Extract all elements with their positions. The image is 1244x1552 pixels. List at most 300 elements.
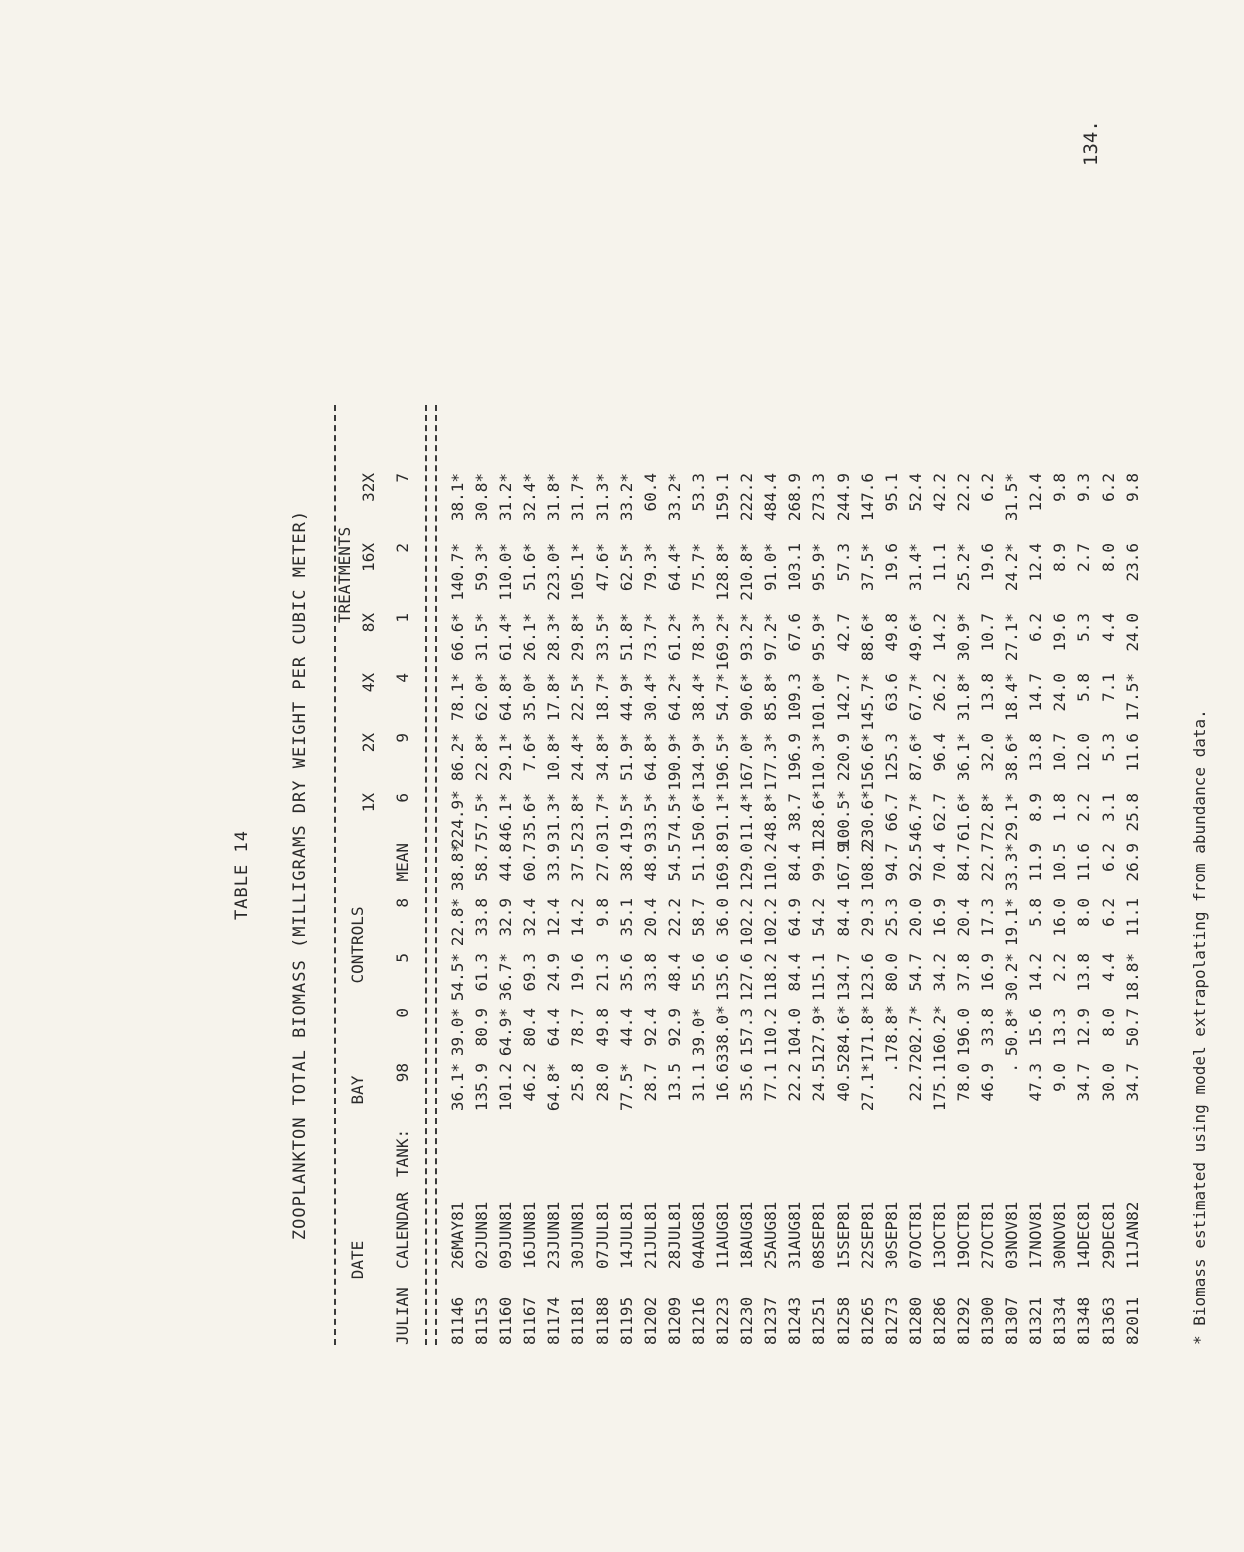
cell-tank-9: 64.8* <box>640 733 660 782</box>
table-subtitle: ZOOPLANKTON TOTAL BIOMASS (MILLIGRAMS DRY WEIGHT PER CUBIC METER) <box>290 509 310 1241</box>
cell-tank-98: 22.7 <box>905 1063 925 1102</box>
cell-julian: 81243 <box>785 1296 805 1345</box>
cell-tank-6: 38.7 <box>785 793 805 832</box>
cell-tank-1: 49.6* <box>905 613 925 662</box>
cell-julian: 81181 <box>568 1296 588 1345</box>
cell-tank-7: 31.8* <box>544 473 564 522</box>
cell-julian: 81230 <box>737 1296 757 1345</box>
cell-mean: 84.4 <box>785 843 805 882</box>
level-8x: 8X <box>359 613 378 633</box>
cell-tank-0: 39.0* <box>448 1008 467 1057</box>
cell-tank-7: 9.8 <box>1122 473 1142 502</box>
cell-tank-5: 18.8* <box>1122 953 1142 1002</box>
cell-tank-9: 10.8* <box>544 733 564 782</box>
cell-tank-7: 31.3* <box>592 473 612 522</box>
cell-tank-5: 123.6 <box>857 953 877 1002</box>
cell-tank-7: 33.2* <box>664 473 684 522</box>
cell-tank-8: 32.9 <box>496 898 516 937</box>
cell-calendar: 25AUG81 <box>761 1201 781 1269</box>
cell-tank-5: 21.3 <box>592 953 612 992</box>
cell-tank-9: 7.6* <box>520 733 540 772</box>
cell-tank-2: 59.3* <box>472 543 492 592</box>
cell-tank-98: 28.0 <box>592 1063 612 1102</box>
cell-tank-98: 25.8 <box>568 1063 588 1102</box>
cell-tank-1: 66.6* <box>448 613 467 662</box>
cell-tank-5: 4.4 <box>1098 953 1118 982</box>
cell-tank-2: 64.4* <box>664 543 684 592</box>
cell-mean: 27.0 <box>592 843 612 882</box>
cell-mean: 129.0 <box>737 843 757 892</box>
cell-mean: 169.8 <box>713 843 733 892</box>
cell-tank-8: 14.2 <box>568 898 588 937</box>
cell-tank-8: 9.8 <box>592 898 612 927</box>
cell-tank-1: 28.3* <box>544 613 564 662</box>
cell-tank-2: 140.7* <box>448 543 467 601</box>
cell-mean: 38.4 <box>616 843 636 882</box>
cell-tank-4: 85.8* <box>761 673 781 722</box>
cell-tank-6: 35.6* <box>520 793 540 842</box>
cell-tank-0: 92.9 <box>664 1008 684 1047</box>
cell-tank-98: 36.1* <box>448 1063 467 1112</box>
cell-mean: 54.5 <box>664 843 684 882</box>
cell-tank-98: . <box>881 1063 901 1073</box>
table-row <box>1026 405 1050 1345</box>
cell-tank-4: 145.7* <box>857 673 877 731</box>
cell-tank-4: 24.0 <box>1050 673 1070 712</box>
cell-tank-8: 17.3 <box>978 898 998 937</box>
group-header-treatments: TREATMENTS <box>335 526 354 624</box>
cell-calendar: 27OCT81 <box>978 1201 998 1269</box>
col-tank-8: 8 <box>393 898 412 908</box>
cell-tank-2: 8.0 <box>1098 543 1118 572</box>
cell-calendar: 31AUG81 <box>785 1201 805 1269</box>
cell-mean: 48.9 <box>640 843 660 882</box>
cell-tank-7: 22.2 <box>953 473 973 512</box>
cell-tank-8: 11.1 <box>1122 898 1142 937</box>
header-rule-2 <box>435 405 437 1345</box>
cell-tank-5: 134.7 <box>833 953 853 1002</box>
col-tank-4: 4 <box>393 673 412 683</box>
cell-tank-9: 24.4* <box>568 733 588 782</box>
cell-tank-4: 14.7 <box>1026 673 1046 712</box>
cell-tank-7: 53.3 <box>688 473 708 512</box>
cell-tank-4: 62.0* <box>472 673 492 722</box>
cell-tank-5: 19.6 <box>568 953 588 992</box>
cell-tank-2: 62.5* <box>616 543 636 592</box>
cell-tank-1: 26.1* <box>520 613 540 662</box>
cell-tank-9: 22.8* <box>472 733 492 782</box>
table-row <box>1099 405 1123 1345</box>
cell-tank-0: 8.0 <box>1098 1008 1118 1037</box>
group-header-controls: CONTROLS <box>348 906 367 984</box>
cell-tank-9: 38.6* <box>1002 733 1022 782</box>
cell-calendar: 30SEP81 <box>881 1201 901 1269</box>
cell-tank-8: 64.9 <box>785 898 805 937</box>
cell-tank-98: 101.2 <box>496 1063 516 1112</box>
cell-julian: 81223 <box>713 1296 733 1345</box>
col-tank-7: 7 <box>393 473 412 483</box>
cell-tank-4: 54.7* <box>713 673 733 722</box>
cell-tank-4: 18.4* <box>1002 673 1022 722</box>
cell-tank-4: 67.7* <box>905 673 925 722</box>
cell-tank-9: 125.3 <box>881 733 901 782</box>
cell-tank-7: 273.3 <box>809 473 829 522</box>
cell-mean: 33.3* <box>1002 843 1022 892</box>
cell-julian: 81348 <box>1074 1296 1094 1345</box>
cell-tank-2: 51.6* <box>520 543 540 592</box>
cell-mean: 51.1 <box>688 843 708 882</box>
cell-calendar: 19OCT81 <box>953 1201 973 1269</box>
cell-mean: 11.6 <box>1074 843 1094 882</box>
cell-tank-0: 44.4 <box>616 1008 636 1047</box>
group-header-date: DATE <box>348 1240 367 1280</box>
cell-calendar: 04AUG81 <box>688 1201 708 1269</box>
cell-tank-98: 28.7 <box>640 1063 660 1102</box>
cell-tank-2: 19.6 <box>881 543 901 582</box>
cell-tank-7: 38.1* <box>448 473 467 522</box>
cell-tank-8: 22.2 <box>664 898 684 937</box>
cell-tank-4: 7.1 <box>1098 673 1118 702</box>
cell-mean: 84.7 <box>953 843 973 882</box>
level-1x: 1X <box>359 793 378 813</box>
cell-tank-0: 338.0* <box>713 1005 733 1063</box>
cell-tank-4: 38.4* <box>688 673 708 722</box>
col-tank-label: TANK: <box>393 1128 412 1177</box>
cell-julian: 81307 <box>1002 1296 1022 1345</box>
cell-tank-2: 23.6 <box>1122 543 1142 582</box>
cell-tank-8: 22.8* <box>448 898 467 947</box>
cell-tank-8: 54.2 <box>809 898 829 937</box>
cell-tank-6: 46.7* <box>905 793 925 842</box>
cell-tank-6: 1.8 <box>1050 793 1070 822</box>
cell-tank-2: 95.9* <box>809 543 829 592</box>
cell-tank-6: 91.1* <box>713 793 733 842</box>
cell-tank-5: 16.9 <box>978 953 998 992</box>
cell-tank-98: 77.5* <box>616 1063 636 1112</box>
cell-mean: 22.7 <box>978 843 998 882</box>
cell-julian: 81251 <box>809 1296 829 1345</box>
cell-tank-0: 13.3 <box>1050 1008 1070 1047</box>
cell-tank-6: 29.1* <box>1002 793 1022 842</box>
cell-tank-6: 33.5* <box>640 793 660 842</box>
cell-tank-7: 9.8 <box>1050 473 1070 502</box>
cell-tank-4: 17.8* <box>544 673 564 722</box>
cell-tank-4: 44.9* <box>616 673 636 722</box>
cell-tank-98: 34.7 <box>1122 1063 1142 1102</box>
cell-tank-98: 34.7 <box>1074 1063 1094 1102</box>
cell-tank-5: 84.4 <box>785 953 805 992</box>
cell-tank-98: 31.1 <box>688 1063 708 1102</box>
cell-tank-1: 10.7 <box>978 613 998 652</box>
cell-tank-6: 3.1 <box>1098 793 1118 822</box>
cell-mean: 44.8 <box>496 843 516 882</box>
cell-tank-8: 25.3 <box>881 898 901 937</box>
cell-tank-8: 36.0 <box>713 898 733 937</box>
cell-tank-7: 95.1 <box>881 473 901 512</box>
cell-tank-7: 33.2* <box>616 473 636 522</box>
cell-calendar: 14JUL81 <box>616 1201 636 1269</box>
cell-tank-1: 61.4* <box>496 613 516 662</box>
table-row <box>544 405 568 1345</box>
cell-tank-4: 90.6* <box>737 673 757 722</box>
cell-tank-98: 40.5 <box>833 1063 853 1102</box>
cell-tank-2: 105.1* <box>568 543 588 601</box>
cell-tank-9: 86.2* <box>448 733 467 782</box>
cell-tank-2: 75.7* <box>688 543 708 592</box>
cell-tank-5: 14.2 <box>1026 953 1046 992</box>
cell-tank-4: 64.8* <box>496 673 516 722</box>
cell-tank-5: 54.7 <box>905 953 925 992</box>
cell-tank-2: 11.1 <box>929 543 949 582</box>
cell-tank-98: 35.6 <box>737 1063 757 1102</box>
cell-calendar: 23JUN81 <box>544 1201 564 1269</box>
cell-tank-0: 127.9* <box>809 1005 829 1063</box>
cell-julian: 81265 <box>857 1296 877 1345</box>
cell-tank-7: 31.5* <box>1002 473 1022 522</box>
cell-tank-8: 102.2 <box>761 898 781 947</box>
cell-tank-7: 30.8* <box>472 473 492 522</box>
table-row <box>858 405 882 1345</box>
cell-tank-6: 74.5* <box>664 793 684 842</box>
cell-tank-9: 177.3* <box>761 733 781 791</box>
col-mean: MEAN <box>393 843 412 882</box>
cell-tank-4: 101.0* <box>809 673 829 731</box>
cell-tank-0: 160.2* <box>929 1005 949 1063</box>
cell-calendar: 09JUN81 <box>496 1201 516 1269</box>
cell-mean: 37.5 <box>568 843 588 882</box>
cell-tank-98: 175.1 <box>929 1063 949 1112</box>
title-block <box>232 405 342 1345</box>
table-body <box>448 405 1147 1345</box>
cell-tank-7: 6.2 <box>1098 473 1118 502</box>
cell-julian: 81258 <box>833 1296 853 1345</box>
table-row <box>809 405 833 1345</box>
table-row <box>496 405 520 1345</box>
level-16x: 16X <box>359 543 378 572</box>
cell-tank-9: 190.9* <box>664 733 684 791</box>
cell-tank-6: 224.9* <box>448 790 467 848</box>
cell-tank-7: 159.1 <box>713 473 733 522</box>
cell-tank-7: 484.4 <box>761 473 781 522</box>
cell-tank-5: 118.2 <box>761 953 781 1002</box>
cell-tank-98: 77.1 <box>761 1063 781 1102</box>
cell-tank-1: 61.2* <box>664 613 684 662</box>
cell-tank-0: 50.8* <box>1002 1008 1022 1057</box>
cell-calendar: 18AUG81 <box>737 1201 757 1269</box>
cell-tank-2: 25.2* <box>953 543 973 592</box>
level-4x: 4X <box>359 673 378 693</box>
cell-tank-5: 55.6 <box>688 953 708 992</box>
table-row <box>593 405 617 1345</box>
cell-tank-1: 24.0 <box>1122 613 1142 652</box>
cell-mean: 33.9 <box>544 843 564 882</box>
cell-tank-8: 16.9 <box>929 898 949 937</box>
cell-tank-4: 18.7* <box>592 673 612 722</box>
cell-julian: 81209 <box>664 1296 684 1345</box>
cell-tank-4: 13.8 <box>978 673 998 712</box>
cell-tank-0: 39.0* <box>688 1008 708 1057</box>
cell-tank-6: 2.2 <box>1074 793 1094 822</box>
cell-tank-5: 127.6 <box>737 953 757 1002</box>
cell-tank-98: 46.2 <box>520 1063 540 1102</box>
cell-tank-2: 12.4 <box>1026 543 1046 582</box>
cell-tank-1: 67.6 <box>785 613 805 652</box>
cell-tank-0: 171.8* <box>857 1005 877 1063</box>
table-row <box>1074 405 1098 1345</box>
cell-tank-0: 284.6* <box>833 1005 853 1063</box>
cell-calendar: 11AUG81 <box>713 1201 733 1269</box>
cell-tank-1: 97.2* <box>761 613 781 662</box>
cell-tank-1: 88.6* <box>857 613 877 662</box>
cell-mean: 92.5 <box>905 843 925 882</box>
table-row <box>1050 405 1074 1345</box>
cell-tank-6: 62.7 <box>929 793 949 832</box>
table-row <box>1002 405 1026 1345</box>
col-calendar: CALENDAR <box>393 1191 412 1269</box>
cell-tank-9: 36.1* <box>953 733 973 782</box>
cell-tank-9: 32.0 <box>978 733 998 772</box>
cell-tank-98: 24.5 <box>809 1063 829 1102</box>
cell-julian: 81188 <box>592 1296 612 1345</box>
cell-tank-8: 33.8 <box>472 898 492 937</box>
cell-tank-5: 34.2 <box>929 953 949 992</box>
cell-tank-7: 32.4* <box>520 473 540 522</box>
cell-julian: 81273 <box>881 1296 901 1345</box>
table-row <box>978 405 1002 1345</box>
cell-tank-8: 12.4 <box>544 898 564 937</box>
table-row <box>641 405 665 1345</box>
cell-tank-9: 34.8* <box>592 733 612 782</box>
cell-mean: 70.4 <box>929 843 949 882</box>
cell-tank-1: 31.5* <box>472 613 492 662</box>
cell-mean: 58.7 <box>472 843 492 882</box>
cell-tank-98: . <box>1002 1063 1022 1073</box>
cell-calendar: 15SEP81 <box>833 1201 853 1269</box>
cell-julian: 81280 <box>905 1296 925 1345</box>
cell-tank-8: 8.0 <box>1074 898 1094 927</box>
cell-julian: 81321 <box>1026 1296 1046 1345</box>
cell-tank-1: 4.4 <box>1098 613 1118 642</box>
cell-tank-5: 48.4 <box>664 953 684 992</box>
cell-mean: 167.9 <box>833 843 853 892</box>
cell-tank-6: 128.6* <box>809 790 829 848</box>
cell-tank-9: 167.0* <box>737 733 757 791</box>
cell-tank-8: 19.1* <box>1002 898 1022 947</box>
cell-julian: 81334 <box>1050 1296 1070 1345</box>
cell-tank-9: 10.7 <box>1050 733 1070 772</box>
cell-calendar: 17NOV81 <box>1026 1201 1046 1269</box>
cell-tank-8: 16.0 <box>1050 898 1070 937</box>
cell-tank-7: 147.6 <box>857 473 877 522</box>
cell-tank-7: 31.7* <box>568 473 588 522</box>
cell-tank-1: 73.7* <box>640 613 660 662</box>
cell-tank-7: 31.2* <box>496 473 516 522</box>
cell-tank-4: 64.2* <box>664 673 684 722</box>
cell-tank-98: 30.0 <box>1098 1063 1118 1102</box>
cell-tank-2: 79.3* <box>640 543 660 592</box>
cell-tank-2: 8.9 <box>1050 543 1070 572</box>
cell-tank-1: 5.3 <box>1074 613 1094 642</box>
cell-tank-2: 210.8* <box>737 543 757 601</box>
col-julian: JULIAN <box>393 1287 412 1345</box>
cell-tank-0: 50.7 <box>1122 1008 1142 1047</box>
cell-calendar: 22SEP81 <box>857 1201 877 1269</box>
cell-tank-1: 6.2 <box>1026 613 1046 642</box>
cell-tank-7: 244.9 <box>833 473 853 522</box>
cell-tank-2: 37.5* <box>857 543 877 592</box>
col-tank-98: 98 <box>393 1063 412 1083</box>
cell-tank-2: 91.0* <box>761 543 781 592</box>
cell-tank-5: 33.8 <box>640 953 660 992</box>
cell-calendar: 03NOV81 <box>1002 1201 1022 1269</box>
cell-tank-0: 15.6 <box>1026 1008 1046 1047</box>
cell-tank-5: 24.9 <box>544 953 564 992</box>
cell-tank-9: 5.3 <box>1098 733 1118 762</box>
cell-julian: 81300 <box>978 1296 998 1345</box>
table-row <box>882 405 906 1345</box>
cell-calendar: 28JUL81 <box>664 1201 684 1269</box>
cell-tank-9: 87.6* <box>905 733 925 782</box>
col-tank-9: 9 <box>393 733 412 743</box>
cell-tank-1: 93.2* <box>737 613 757 662</box>
cell-tank-9: 13.8 <box>1026 733 1046 772</box>
cell-tank-0: 202.7* <box>905 1005 925 1063</box>
cell-tank-9: 220.9 <box>833 733 853 782</box>
cell-tank-4: 22.5* <box>568 673 588 722</box>
cell-tank-98: 78.0 <box>953 1063 973 1102</box>
cell-tank-98: 16.6 <box>713 1063 733 1102</box>
cell-tank-8: 20.4 <box>953 898 973 937</box>
cell-tank-98: 135.9 <box>472 1063 492 1112</box>
table-row <box>761 405 785 1345</box>
table-row <box>1123 405 1147 1345</box>
cell-tank-0: 78.7 <box>568 1008 588 1047</box>
cell-tank-98: 47.3 <box>1026 1063 1046 1102</box>
cell-julian: 81160 <box>496 1296 516 1345</box>
cell-tank-8: 35.1 <box>616 898 636 937</box>
cell-tank-6: 31.3* <box>544 793 564 842</box>
cell-tank-98: 64.8* <box>544 1063 564 1112</box>
table-row <box>954 405 978 1345</box>
col-tank-5: 5 <box>393 953 412 963</box>
cell-mean: 11.9 <box>1026 843 1046 882</box>
cell-tank-6: 61.6* <box>953 793 973 842</box>
level-32x: 32X <box>359 473 378 502</box>
cell-tank-0: 33.8 <box>978 1008 998 1047</box>
cell-julian: 81363 <box>1098 1296 1118 1345</box>
cell-tank-7: 42.2 <box>929 473 949 512</box>
cell-calendar: 30JUN81 <box>568 1201 588 1269</box>
cell-tank-6: 23.8* <box>568 793 588 842</box>
cell-mean: 94.7 <box>881 843 901 882</box>
cell-tank-6: 46.1* <box>496 793 516 842</box>
cell-calendar: 11JAN82 <box>1122 1201 1142 1269</box>
cell-tank-2: 103.1 <box>785 543 805 592</box>
cell-tank-9: 29.1* <box>496 733 516 782</box>
cell-tank-1: 27.1* <box>1002 613 1022 662</box>
cell-tank-9: 134.9* <box>688 733 708 791</box>
cell-tank-6: 50.6* <box>688 793 708 842</box>
cell-mean: 6.2 <box>1098 843 1118 872</box>
cell-mean: 110.2 <box>761 843 781 892</box>
cell-tank-9: 96.4 <box>929 733 949 772</box>
cell-tank-1: 51.8* <box>616 613 636 662</box>
cell-julian: 81167 <box>520 1296 540 1345</box>
table-row <box>930 405 954 1345</box>
cell-tank-0: 80.4 <box>520 1008 540 1047</box>
cell-julian: 81216 <box>688 1296 708 1345</box>
cell-tank-7: 12.4 <box>1026 473 1046 512</box>
